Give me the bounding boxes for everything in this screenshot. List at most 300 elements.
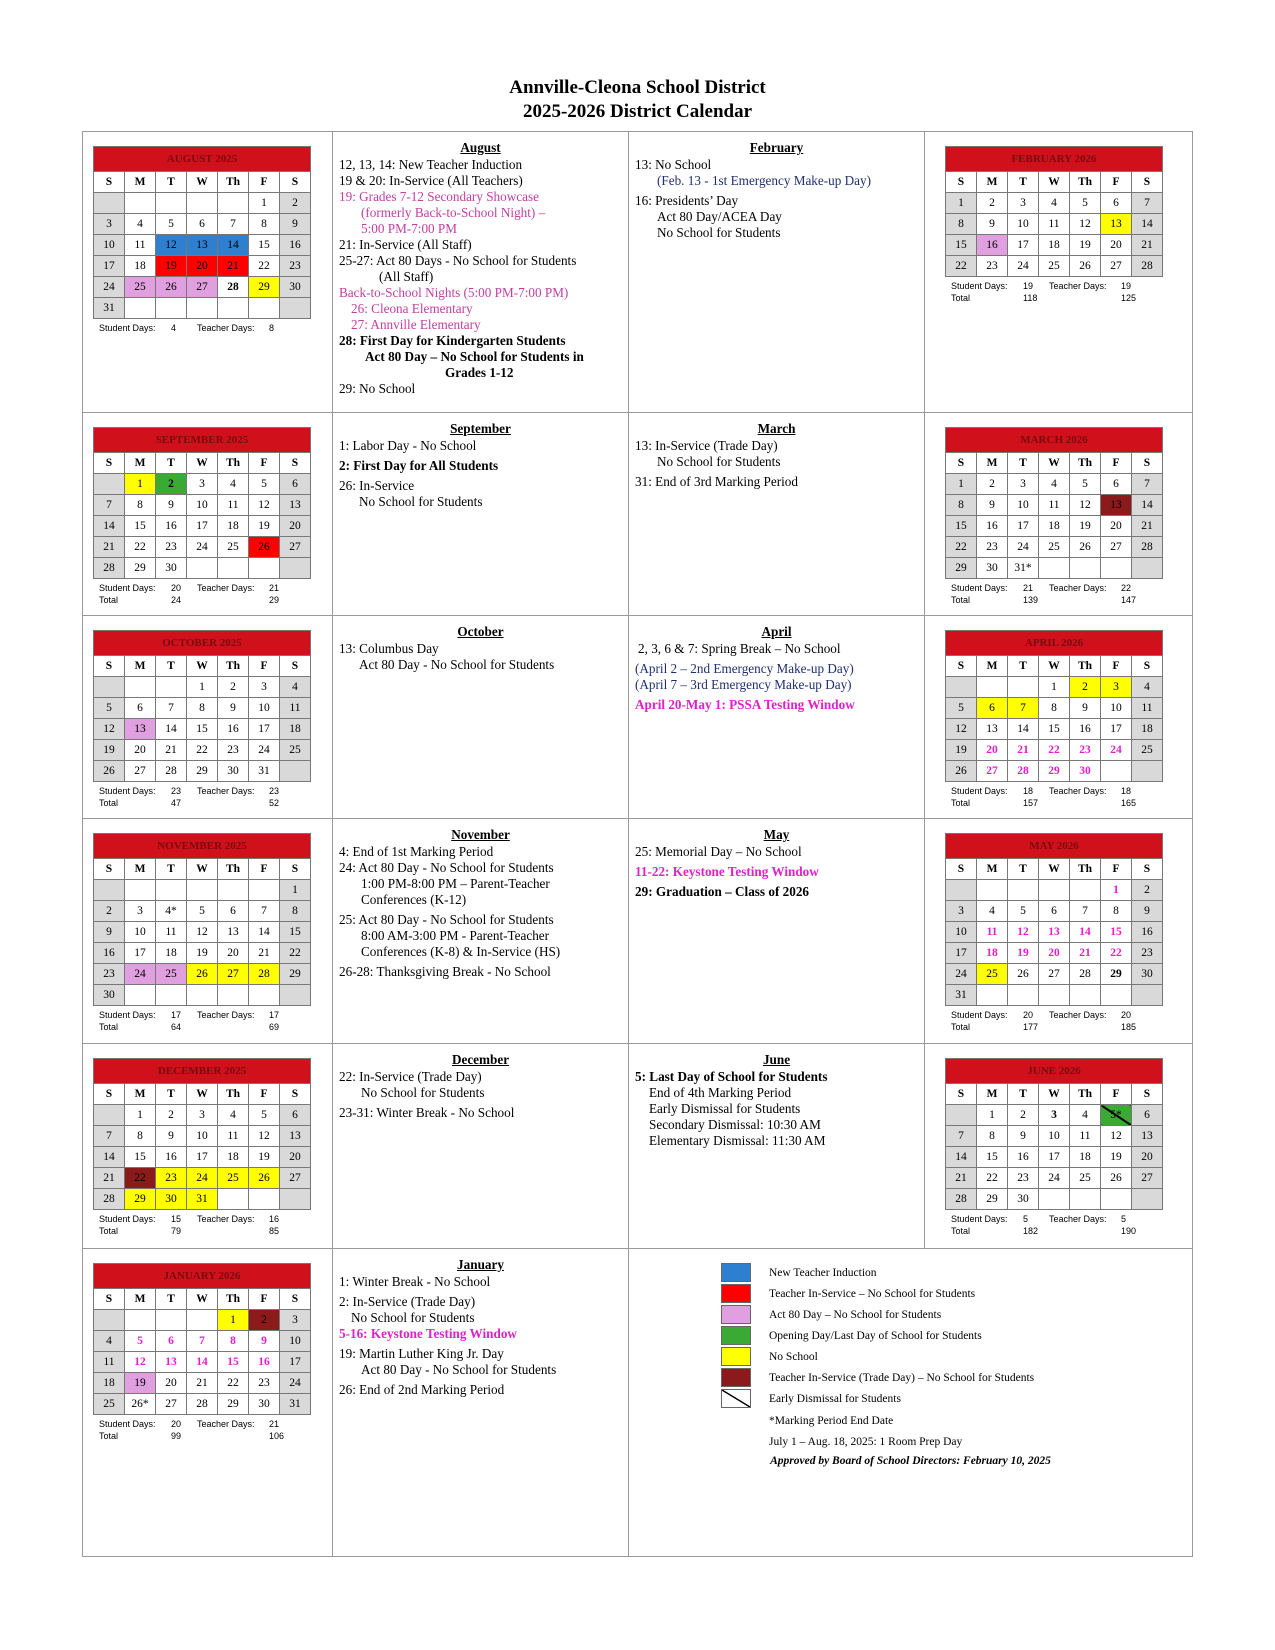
events-month-heading: September <box>450 421 511 436</box>
event-line: 1:00 PM-8:00 PM – Parent-Teacher <box>361 876 550 891</box>
day-cell: 28 <box>94 558 125 579</box>
day-cell: 19 <box>125 1373 156 1394</box>
student-days-label: Student Days: <box>99 1214 156 1224</box>
day-cell: 20 <box>1039 943 1070 964</box>
day-cell: 27 <box>156 1394 187 1415</box>
teacher-days-label: Teacher Days: <box>1049 1010 1107 1020</box>
day-cell: 29 <box>249 277 280 298</box>
day-cell: 27 <box>218 964 249 985</box>
day-cell: 8 <box>125 1126 156 1147</box>
day-cell: 2 <box>977 193 1008 214</box>
day-cell: 7 <box>1070 901 1101 922</box>
day-cell: 15 <box>187 719 218 740</box>
day-cell: 2 <box>1008 1105 1039 1126</box>
day-cell: 27 <box>1101 256 1132 277</box>
day-cell: 6 <box>1101 474 1132 495</box>
day-cell: 18 <box>1039 235 1070 256</box>
left-calendar-cell <box>83 616 333 818</box>
student-days-value: 17 <box>171 1010 182 1020</box>
weekday-header: M <box>125 1084 156 1105</box>
day-cell: 20 <box>187 256 218 277</box>
student-days-label: Student Days: <box>99 1419 156 1429</box>
weekday-header: W <box>187 656 218 677</box>
teacher-total-value: 125 <box>1121 293 1137 303</box>
weekday-header: F <box>1101 1084 1132 1105</box>
month-calendar-may <box>945 833 1163 1006</box>
student-total-value: 99 <box>171 1431 182 1441</box>
events-month-heading: November <box>451 827 510 842</box>
right-events-cell <box>629 1249 1192 1557</box>
event-line: Grades 1-12 <box>445 365 514 380</box>
student-days-label: Student Days: <box>951 583 1008 593</box>
teacher-days-label: Teacher Days: <box>197 583 255 593</box>
weekday-header: S <box>94 859 125 880</box>
day-cell: 17 <box>1039 1147 1070 1168</box>
weekday-header: Th <box>218 453 249 474</box>
weekday-header: S <box>280 172 311 193</box>
day-cell: 21 <box>1132 235 1163 256</box>
teacher-total-value: 85 <box>269 1226 280 1236</box>
day-cell: 6 <box>218 901 249 922</box>
student-days-value: 15 <box>171 1214 182 1224</box>
student-total-value: 64 <box>171 1022 182 1032</box>
weekday-header: T <box>1008 656 1039 677</box>
day-cell: 24 <box>187 1168 218 1189</box>
day-cell: 17 <box>249 719 280 740</box>
weekday-header: S <box>946 453 977 474</box>
day-cell: 9 <box>977 495 1008 516</box>
month-title: MAY 2026 <box>946 834 1163 859</box>
left-events-cell <box>333 819 629 1043</box>
day-cell <box>977 985 1008 1006</box>
day-cell <box>125 677 156 698</box>
day-cell: 10 <box>187 1126 218 1147</box>
day-cell: 16 <box>156 516 187 537</box>
day-cell: 11 <box>1039 495 1070 516</box>
teacher-days-value: 16 <box>269 1214 280 1224</box>
day-cell <box>94 474 125 495</box>
day-cell <box>1008 880 1039 901</box>
legend-swatch <box>721 1347 751 1366</box>
event-line: April 20-May 1: PSSA Testing Window <box>635 697 855 712</box>
day-cell: 6 <box>977 698 1008 719</box>
day-cell: 1 <box>125 474 156 495</box>
weekday-header: T <box>1008 172 1039 193</box>
left-events-cell <box>333 413 629 615</box>
left-events-cell <box>333 132 629 412</box>
day-cell: 10 <box>280 1331 311 1352</box>
day-cell: 10 <box>1008 214 1039 235</box>
weekday-header: S <box>280 453 311 474</box>
day-cell: 17 <box>280 1352 311 1373</box>
weekday-header: S <box>280 656 311 677</box>
day-cell: 14 <box>1132 495 1163 516</box>
day-cell: 13 <box>187 235 218 256</box>
day-cell: 18 <box>1132 719 1163 740</box>
student-total-value: 24 <box>171 595 182 605</box>
day-cell: 9 <box>1132 901 1163 922</box>
day-count-stats <box>951 1213 1136 1237</box>
day-cell: 18 <box>218 1147 249 1168</box>
weekday-header: W <box>187 453 218 474</box>
day-cell: 11 <box>1132 698 1163 719</box>
weekday-header: W <box>1039 172 1070 193</box>
day-cell: 27 <box>280 537 311 558</box>
weekday-header: T <box>1008 1084 1039 1105</box>
day-cell: 23 <box>156 1168 187 1189</box>
events-month-heading: March <box>757 421 796 436</box>
day-cell: 28 <box>1070 964 1101 985</box>
legend-label: Act 80 Day – No School for Students <box>769 1309 942 1321</box>
events-month-heading: April <box>761 624 792 639</box>
day-cell: 4 <box>1039 474 1070 495</box>
student-total-value: 157 <box>1023 798 1039 808</box>
student-days-value: 19 <box>1023 281 1034 291</box>
day-cell <box>946 1105 977 1126</box>
weekday-header: S <box>94 1289 125 1310</box>
weekday-header: F <box>249 859 280 880</box>
day-cell: 26 <box>1101 1168 1132 1189</box>
day-cell <box>249 298 280 319</box>
weekday-header: M <box>125 859 156 880</box>
event-line: End of 4th Marking Period <box>649 1085 792 1100</box>
student-total-value: 139 <box>1023 595 1039 605</box>
event-line: 25-27: Act 80 Days - No School for Students <box>339 253 577 268</box>
day-cell: 29 <box>946 558 977 579</box>
day-cell: 13 <box>280 1126 311 1147</box>
day-cell: 25 <box>94 1394 125 1415</box>
day-cell <box>946 677 977 698</box>
day-cell: 24 <box>1039 1168 1070 1189</box>
day-cell: 13 <box>977 719 1008 740</box>
event-line: 23-31: Winter Break - No School <box>339 1105 515 1120</box>
events-apr <box>635 624 918 713</box>
day-cell: 25 <box>156 964 187 985</box>
weekday-header: T <box>156 656 187 677</box>
day-cell: 26 <box>1070 537 1101 558</box>
weekday-header: T <box>156 172 187 193</box>
event-line: (All Staff) <box>379 269 434 284</box>
day-cell: 24 <box>280 1373 311 1394</box>
day-cell: 10 <box>1008 495 1039 516</box>
day-cell: 27 <box>125 761 156 782</box>
day-cell: 17 <box>94 256 125 277</box>
day-cell <box>249 558 280 579</box>
event-line: Act 80 Day – No School for Students in <box>365 349 584 364</box>
day-cell: 27 <box>1101 537 1132 558</box>
day-cell <box>1039 880 1070 901</box>
events-aug <box>339 140 622 397</box>
event-line: 5-16: Keystone Testing Window <box>339 1326 517 1341</box>
teacher-days-value: 21 <box>269 1419 280 1429</box>
event-line: Act 80 Day/ACEA Day <box>657 209 782 224</box>
district-name: Annville-Cleona School District <box>509 77 766 98</box>
month-title: MARCH 2026 <box>946 428 1163 453</box>
day-cell <box>280 298 311 319</box>
day-cell <box>1101 558 1132 579</box>
event-line: 22: In-Service (Trade Day) <box>339 1069 482 1084</box>
teacher-days-value: 5 <box>1121 1214 1127 1224</box>
day-cell: 15 <box>218 1352 249 1373</box>
teacher-days-label: Teacher Days: <box>197 786 255 796</box>
day-cell: 10 <box>249 698 280 719</box>
day-cell <box>1008 985 1039 1006</box>
day-cell: 5 <box>1008 901 1039 922</box>
day-cell: 22 <box>946 256 977 277</box>
day-cell: 29 <box>218 1394 249 1415</box>
day-cell: 5 <box>249 474 280 495</box>
day-cell: 27 <box>187 277 218 298</box>
day-cell: 31 <box>946 985 977 1006</box>
day-cell: 10 <box>125 922 156 943</box>
weekday-header: Th <box>218 1084 249 1105</box>
day-cell <box>1101 761 1132 782</box>
student-days-label: Student Days: <box>99 583 156 593</box>
legend-swatch <box>721 1263 751 1282</box>
weekday-header: Th <box>1070 859 1101 880</box>
day-cell: 19 <box>94 740 125 761</box>
weekday-header: F <box>249 453 280 474</box>
total-label: Total <box>951 1022 971 1032</box>
event-line: 2: First Day for All Students <box>339 458 499 473</box>
day-cell: 20 <box>280 516 311 537</box>
event-line: Back-to-School Nights (5:00 PM-7:00 PM) <box>339 285 569 300</box>
weekday-header: M <box>977 172 1008 193</box>
teacher-days-label: Teacher Days: <box>1049 1214 1107 1224</box>
day-cell: 7 <box>187 1331 218 1352</box>
teacher-total-value: 147 <box>1121 595 1137 605</box>
day-cell <box>1070 558 1101 579</box>
month-title: OCTOBER 2025 <box>94 631 311 656</box>
day-cell: 22 <box>218 1373 249 1394</box>
day-cell: 15 <box>1101 922 1132 943</box>
day-cell: 19 <box>249 1147 280 1168</box>
month-calendar-sep <box>93 427 311 579</box>
day-cell: 12 <box>187 922 218 943</box>
day-cell: 5 <box>94 698 125 719</box>
weekday-header: S <box>280 1084 311 1105</box>
legend-label: No School <box>769 1351 818 1363</box>
day-cell: 24 <box>1008 537 1039 558</box>
day-cell: 21 <box>249 943 280 964</box>
day-cell <box>1070 1189 1101 1210</box>
weekday-header: T <box>156 1289 187 1310</box>
left-events-cell <box>333 616 629 818</box>
day-cell: 15 <box>249 235 280 256</box>
weekday-header: F <box>249 1289 280 1310</box>
event-line: 13: No School <box>635 157 712 172</box>
day-cell: 20 <box>218 943 249 964</box>
event-line: No School for Students <box>359 494 483 509</box>
event-line: Elementary Dismissal: 11:30 AM <box>649 1133 826 1148</box>
day-cell <box>1132 1189 1163 1210</box>
day-cell: 5 <box>156 214 187 235</box>
day-cell <box>187 193 218 214</box>
calendar-row <box>83 1044 1192 1249</box>
event-line: Conferences (K-8) & In-Service (HS) <box>361 944 561 959</box>
day-cell <box>94 1105 125 1126</box>
day-cell: 5 <box>1070 193 1101 214</box>
marking-period-note: *Marking Period End Date <box>769 1415 894 1427</box>
event-line: No School for Students <box>657 454 781 469</box>
month-title: NOVEMBER 2025 <box>94 834 311 859</box>
teacher-total-value: 190 <box>1121 1226 1137 1236</box>
student-days-label: Student Days: <box>951 1010 1008 1020</box>
month-title: AUGUST 2025 <box>94 147 311 172</box>
day-cell: 16 <box>94 943 125 964</box>
day-cell: 7 <box>94 1126 125 1147</box>
day-cell <box>156 677 187 698</box>
day-cell: 4 <box>977 901 1008 922</box>
day-cell: 22 <box>125 537 156 558</box>
day-cell: 10 <box>946 922 977 943</box>
day-cell <box>1070 880 1101 901</box>
day-cell: 26 <box>1070 256 1101 277</box>
weekday-header: F <box>1101 656 1132 677</box>
month-calendar-feb <box>945 146 1163 277</box>
calendar-row <box>83 616 1192 819</box>
legend-swatch <box>721 1389 751 1408</box>
day-cell <box>94 880 125 901</box>
left-events-cell <box>333 1044 629 1248</box>
event-line: 5: Last Day of School for Students <box>635 1069 828 1084</box>
total-label: Total <box>951 595 971 605</box>
event-line: 25: Memorial Day – No School <box>635 844 802 859</box>
day-cell: 6 <box>1039 901 1070 922</box>
day-cell: 9 <box>977 214 1008 235</box>
day-cell <box>977 880 1008 901</box>
left-calendar-cell <box>83 1044 333 1248</box>
right-calendar-cell <box>925 132 1192 412</box>
day-cell: 18 <box>125 256 156 277</box>
day-cell: 22 <box>1039 740 1070 761</box>
event-line: 19 & 20: In-Service (All Teachers) <box>339 173 523 188</box>
day-cell: 15 <box>1039 719 1070 740</box>
events-month-heading: December <box>451 1052 510 1067</box>
event-line: 21: In-Service (All Staff) <box>339 237 472 252</box>
day-cell: 12 <box>94 719 125 740</box>
day-cell: 22 <box>1101 943 1132 964</box>
weekday-header: F <box>1101 453 1132 474</box>
day-cell: 17 <box>187 1147 218 1168</box>
student-days-value: 5 <box>1023 1214 1029 1224</box>
day-cell: 14 <box>94 1147 125 1168</box>
day-cell: 2 <box>156 474 187 495</box>
event-line: Secondary Dismissal: 10:30 AM <box>649 1117 821 1132</box>
day-cell: 25 <box>1039 537 1070 558</box>
event-line: 26: Cleona Elementary <box>351 301 473 316</box>
teacher-days-label: Teacher Days: <box>197 323 255 333</box>
teacher-days-value: 23 <box>269 786 280 796</box>
student-days-value: 21 <box>1023 583 1034 593</box>
day-cell: 9 <box>94 922 125 943</box>
student-days-value: 20 <box>171 583 182 593</box>
day-cell: 2 <box>1132 880 1163 901</box>
day-cell: 26 <box>187 964 218 985</box>
total-label: Total <box>99 595 119 605</box>
day-cell: 27 <box>977 761 1008 782</box>
day-cell: 26 <box>249 537 280 558</box>
event-line: 26-28: Thanksgiving Break - No School <box>339 964 551 979</box>
day-cell: 12 <box>1101 1126 1132 1147</box>
day-cell: 6 <box>280 474 311 495</box>
day-cell: 23 <box>977 256 1008 277</box>
day-cell <box>156 298 187 319</box>
day-cell <box>218 1189 249 1210</box>
day-cell: 13 <box>218 922 249 943</box>
day-cell: 8 <box>977 1126 1008 1147</box>
day-cell: 11 <box>977 922 1008 943</box>
weekday-header: T <box>1008 859 1039 880</box>
event-line: No School for Students <box>351 1310 475 1325</box>
teacher-days-label: Teacher Days: <box>1049 786 1107 796</box>
day-cell <box>218 558 249 579</box>
weekday-header: S <box>94 453 125 474</box>
day-cell: 21 <box>94 537 125 558</box>
event-line: 16: Presidents’ Day <box>635 193 739 208</box>
day-cell: 16 <box>1132 922 1163 943</box>
day-cell: 9 <box>280 214 311 235</box>
day-cell: 25 <box>1039 256 1070 277</box>
month-calendar-dec <box>93 1058 311 1210</box>
day-cell: 16 <box>977 516 1008 537</box>
event-line: (Feb. 13 - 1st Emergency Make-up Day) <box>657 173 871 188</box>
day-cell: 23 <box>1132 943 1163 964</box>
day-cell <box>1132 558 1163 579</box>
day-cell <box>125 880 156 901</box>
weekday-header: S <box>1132 453 1163 474</box>
day-cell: 4 <box>94 1331 125 1352</box>
day-cell <box>249 880 280 901</box>
day-count-stats <box>99 1418 284 1442</box>
day-cell: 23 <box>249 1373 280 1394</box>
day-cell: 1 <box>1039 677 1070 698</box>
calendar-row <box>83 1249 1192 1557</box>
event-line: (April 2 – 2nd Emergency Make-up Day) <box>635 661 854 676</box>
day-cell: 10 <box>187 495 218 516</box>
event-line: 13: In-Service (Trade Day) <box>635 438 778 453</box>
weekday-header: W <box>1039 859 1070 880</box>
teacher-days-value: 18 <box>1121 786 1132 796</box>
day-cell: 2 <box>156 1105 187 1126</box>
day-cell: 21 <box>156 740 187 761</box>
day-cell: 18 <box>1070 1147 1101 1168</box>
day-cell: 2 <box>977 474 1008 495</box>
day-cell: 9 <box>1070 698 1101 719</box>
day-cell: 7 <box>156 698 187 719</box>
day-cell: 7 <box>1132 474 1163 495</box>
weekday-header: S <box>94 656 125 677</box>
calendar-row <box>83 132 1192 413</box>
day-cell: 12 <box>1070 214 1101 235</box>
day-cell: 20 <box>1101 235 1132 256</box>
day-cell: 25 <box>280 740 311 761</box>
left-calendar-cell <box>83 1249 333 1557</box>
day-cell: 21 <box>94 1168 125 1189</box>
day-cell: 15 <box>125 516 156 537</box>
day-cell: 28 <box>946 1189 977 1210</box>
day-cell: 5 <box>1070 474 1101 495</box>
day-cell: 29 <box>1039 761 1070 782</box>
event-line: 1: Labor Day - No School <box>339 438 477 453</box>
day-cell: 12 <box>946 719 977 740</box>
weekday-header: Th <box>218 1289 249 1310</box>
day-cell: 22 <box>125 1168 156 1189</box>
day-cell: 28 <box>156 761 187 782</box>
day-cell: 1 <box>946 193 977 214</box>
day-cell: 26* <box>125 1394 156 1415</box>
day-cell <box>1039 558 1070 579</box>
